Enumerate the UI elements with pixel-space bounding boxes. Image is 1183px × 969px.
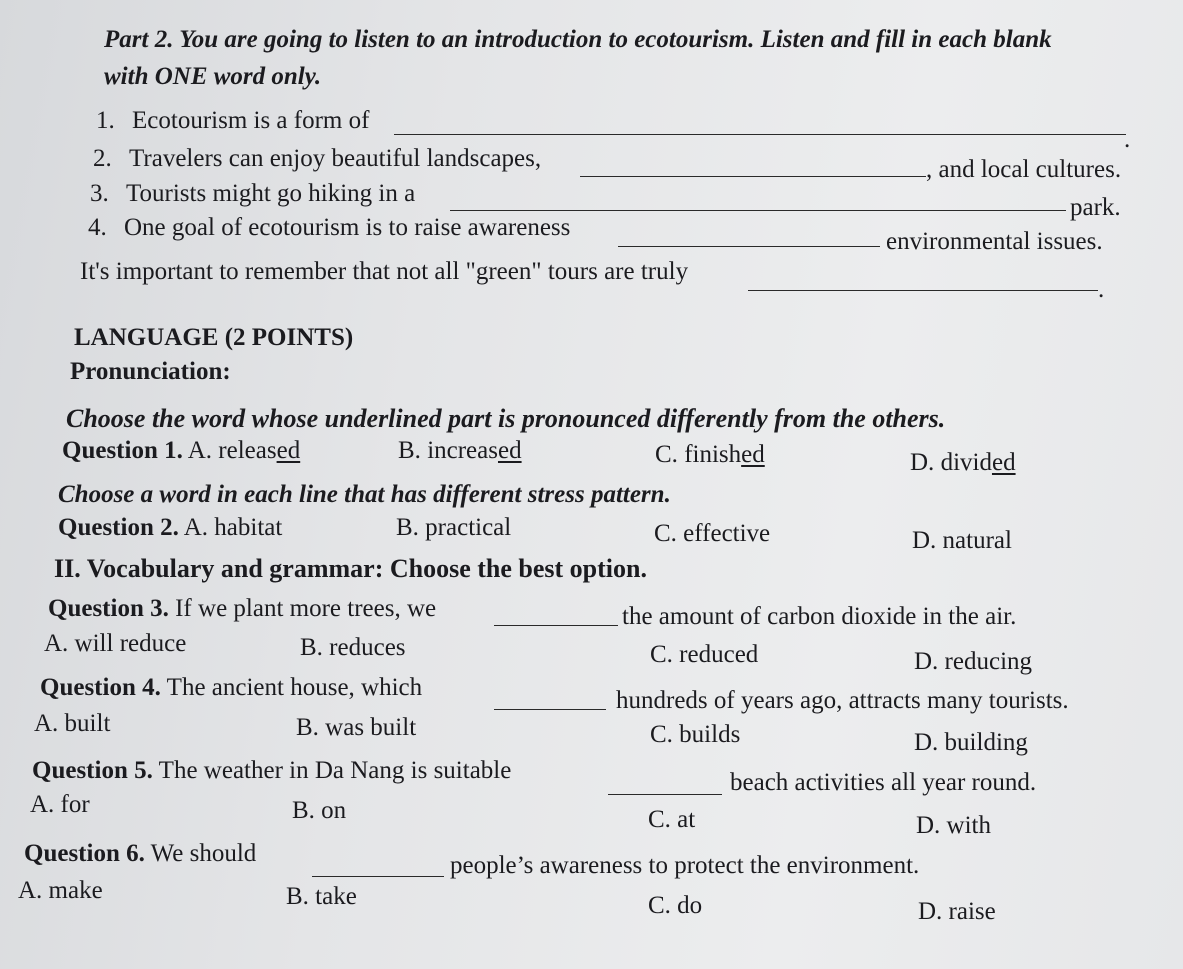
pronunciation-instruction: Choose the word whose underlined part is pronounced differently from the others.: [66, 404, 946, 433]
item-2-number: 2.: [93, 145, 112, 172]
question-4-after: hundreds of years ago, attracts many tourists.: [616, 687, 1069, 714]
q1-option-c-underlined: ed: [741, 441, 765, 468]
item-5-text: It's important to remember that not all "green" tours are truly: [80, 258, 689, 285]
q1-option-b[interactable]: B. increased: [398, 437, 522, 464]
question-4-label: Question 4.: [40, 674, 161, 701]
q1-option-a-stem: releas: [218, 437, 277, 464]
q6-option-b[interactable]: B. take: [286, 883, 357, 910]
q4-option-b[interactable]: B. was built: [296, 714, 417, 741]
item-4-text: One goal of ecotourism is to raise awareness: [124, 214, 571, 241]
question-3-after: the amount of carbon dioxide in the air.: [622, 603, 1017, 630]
question-4-stem-left: [40, 674, 422, 702]
item-2-text: Travelers can enjoy beautiful landscapes,: [129, 145, 542, 172]
q6-option-c[interactable]: C. do: [648, 892, 703, 919]
q1-option-b-underlined: ed: [497, 437, 522, 464]
q3-option-a[interactable]: A. will reduce: [44, 630, 187, 657]
item-5-blank[interactable]: [748, 290, 1098, 291]
question-6-blank[interactable]: [312, 876, 444, 877]
question-5-after: beach activities all year round.: [730, 769, 1037, 796]
q2-option-d[interactable]: D. natural: [912, 527, 1012, 554]
question-6-stem-left: [24, 840, 256, 868]
q5-option-b[interactable]: B. on: [292, 797, 347, 824]
item-3-blank[interactable]: [450, 210, 1066, 211]
q4-option-d[interactable]: D. building: [914, 729, 1028, 756]
question-3-label: Question 3.: [48, 595, 169, 622]
language-heading: LANGUAGE (2 POINTS): [74, 324, 354, 351]
item-1-number: 1.: [96, 107, 115, 134]
q3-option-d[interactable]: D. reducing: [914, 648, 1033, 675]
item-2-blank[interactable]: [580, 176, 926, 177]
item-2-end: , and local cultures.: [926, 156, 1122, 183]
q5-option-d[interactable]: D. with: [916, 812, 991, 839]
item-4-end: environmental issues.: [886, 228, 1103, 255]
q5-option-c[interactable]: C. at: [648, 806, 696, 833]
q1-option-a-underlined: ed: [276, 437, 301, 464]
q2-option-a[interactable]: A. habitat: [183, 514, 283, 541]
question-3-blank[interactable]: [494, 625, 618, 626]
question-3-before: If we plant more trees, we: [175, 595, 437, 622]
item-1-blank[interactable]: [394, 134, 1126, 135]
part2-heading-line2: with ONE word only.: [104, 63, 322, 90]
q5-option-a[interactable]: A. for: [30, 791, 90, 818]
part2-heading-line1: Part 2. You are going to listen to an introduction to ecotourism. Listen and fill in each blank: [104, 26, 1052, 53]
question-5-stem-left: [32, 757, 511, 785]
item-4-blank[interactable]: [618, 246, 880, 247]
q1-option-d[interactable]: D. divided: [910, 449, 1016, 476]
q1-option-c[interactable]: C. finished: [655, 441, 765, 468]
question-6-after: people’s awareness to protect the environment.: [450, 852, 920, 879]
question-3-stem-left: [48, 595, 436, 623]
stress-instruction: Choose a word in each line that has different stress pattern.: [58, 481, 671, 508]
q2-option-c[interactable]: C. effective: [654, 520, 771, 547]
question-4-blank[interactable]: [494, 709, 606, 710]
item-4-number: 4.: [88, 214, 107, 241]
question-5-before: The weather in Da Nang is suitable: [158, 757, 512, 784]
question-6-before: We should: [150, 840, 257, 867]
question-5-label: Question 5.: [32, 757, 153, 784]
pronunciation-heading: Pronunciation:: [70, 358, 231, 385]
q6-option-a[interactable]: A. make: [18, 877, 103, 904]
item-3-end: park.: [1070, 194, 1121, 221]
q3-option-c[interactable]: C. reduced: [650, 641, 759, 668]
question-5-blank[interactable]: [608, 794, 722, 795]
question-2: [58, 514, 282, 542]
q4-option-c[interactable]: C. builds: [650, 721, 741, 748]
question-4-before: The ancient house, which: [166, 674, 423, 701]
q2-option-b[interactable]: B. practical: [396, 514, 512, 541]
q4-option-a[interactable]: A. built: [34, 710, 111, 737]
question-1-label: Question 1.: [62, 437, 183, 464]
item-3-number: 3.: [90, 180, 109, 207]
q1-option-a-letter: A.: [187, 437, 213, 464]
vocab-heading: II. Vocabulary and grammar: Choose the best option.: [54, 554, 647, 583]
item-5-end: .: [1098, 276, 1105, 303]
question-2-label: Question 2.: [58, 514, 179, 541]
item-1-end: .: [1124, 126, 1131, 153]
item-3-text: Tourists might go hiking in a: [126, 180, 416, 207]
q3-option-b[interactable]: B. reduces: [300, 634, 406, 661]
item-1-text: Ecotourism is a form of: [132, 107, 370, 134]
question-6-label: Question 6.: [24, 840, 145, 867]
q6-option-d[interactable]: D. raise: [918, 898, 996, 925]
question-1: [62, 437, 300, 465]
q1-option-d-underlined: ed: [991, 449, 1016, 476]
